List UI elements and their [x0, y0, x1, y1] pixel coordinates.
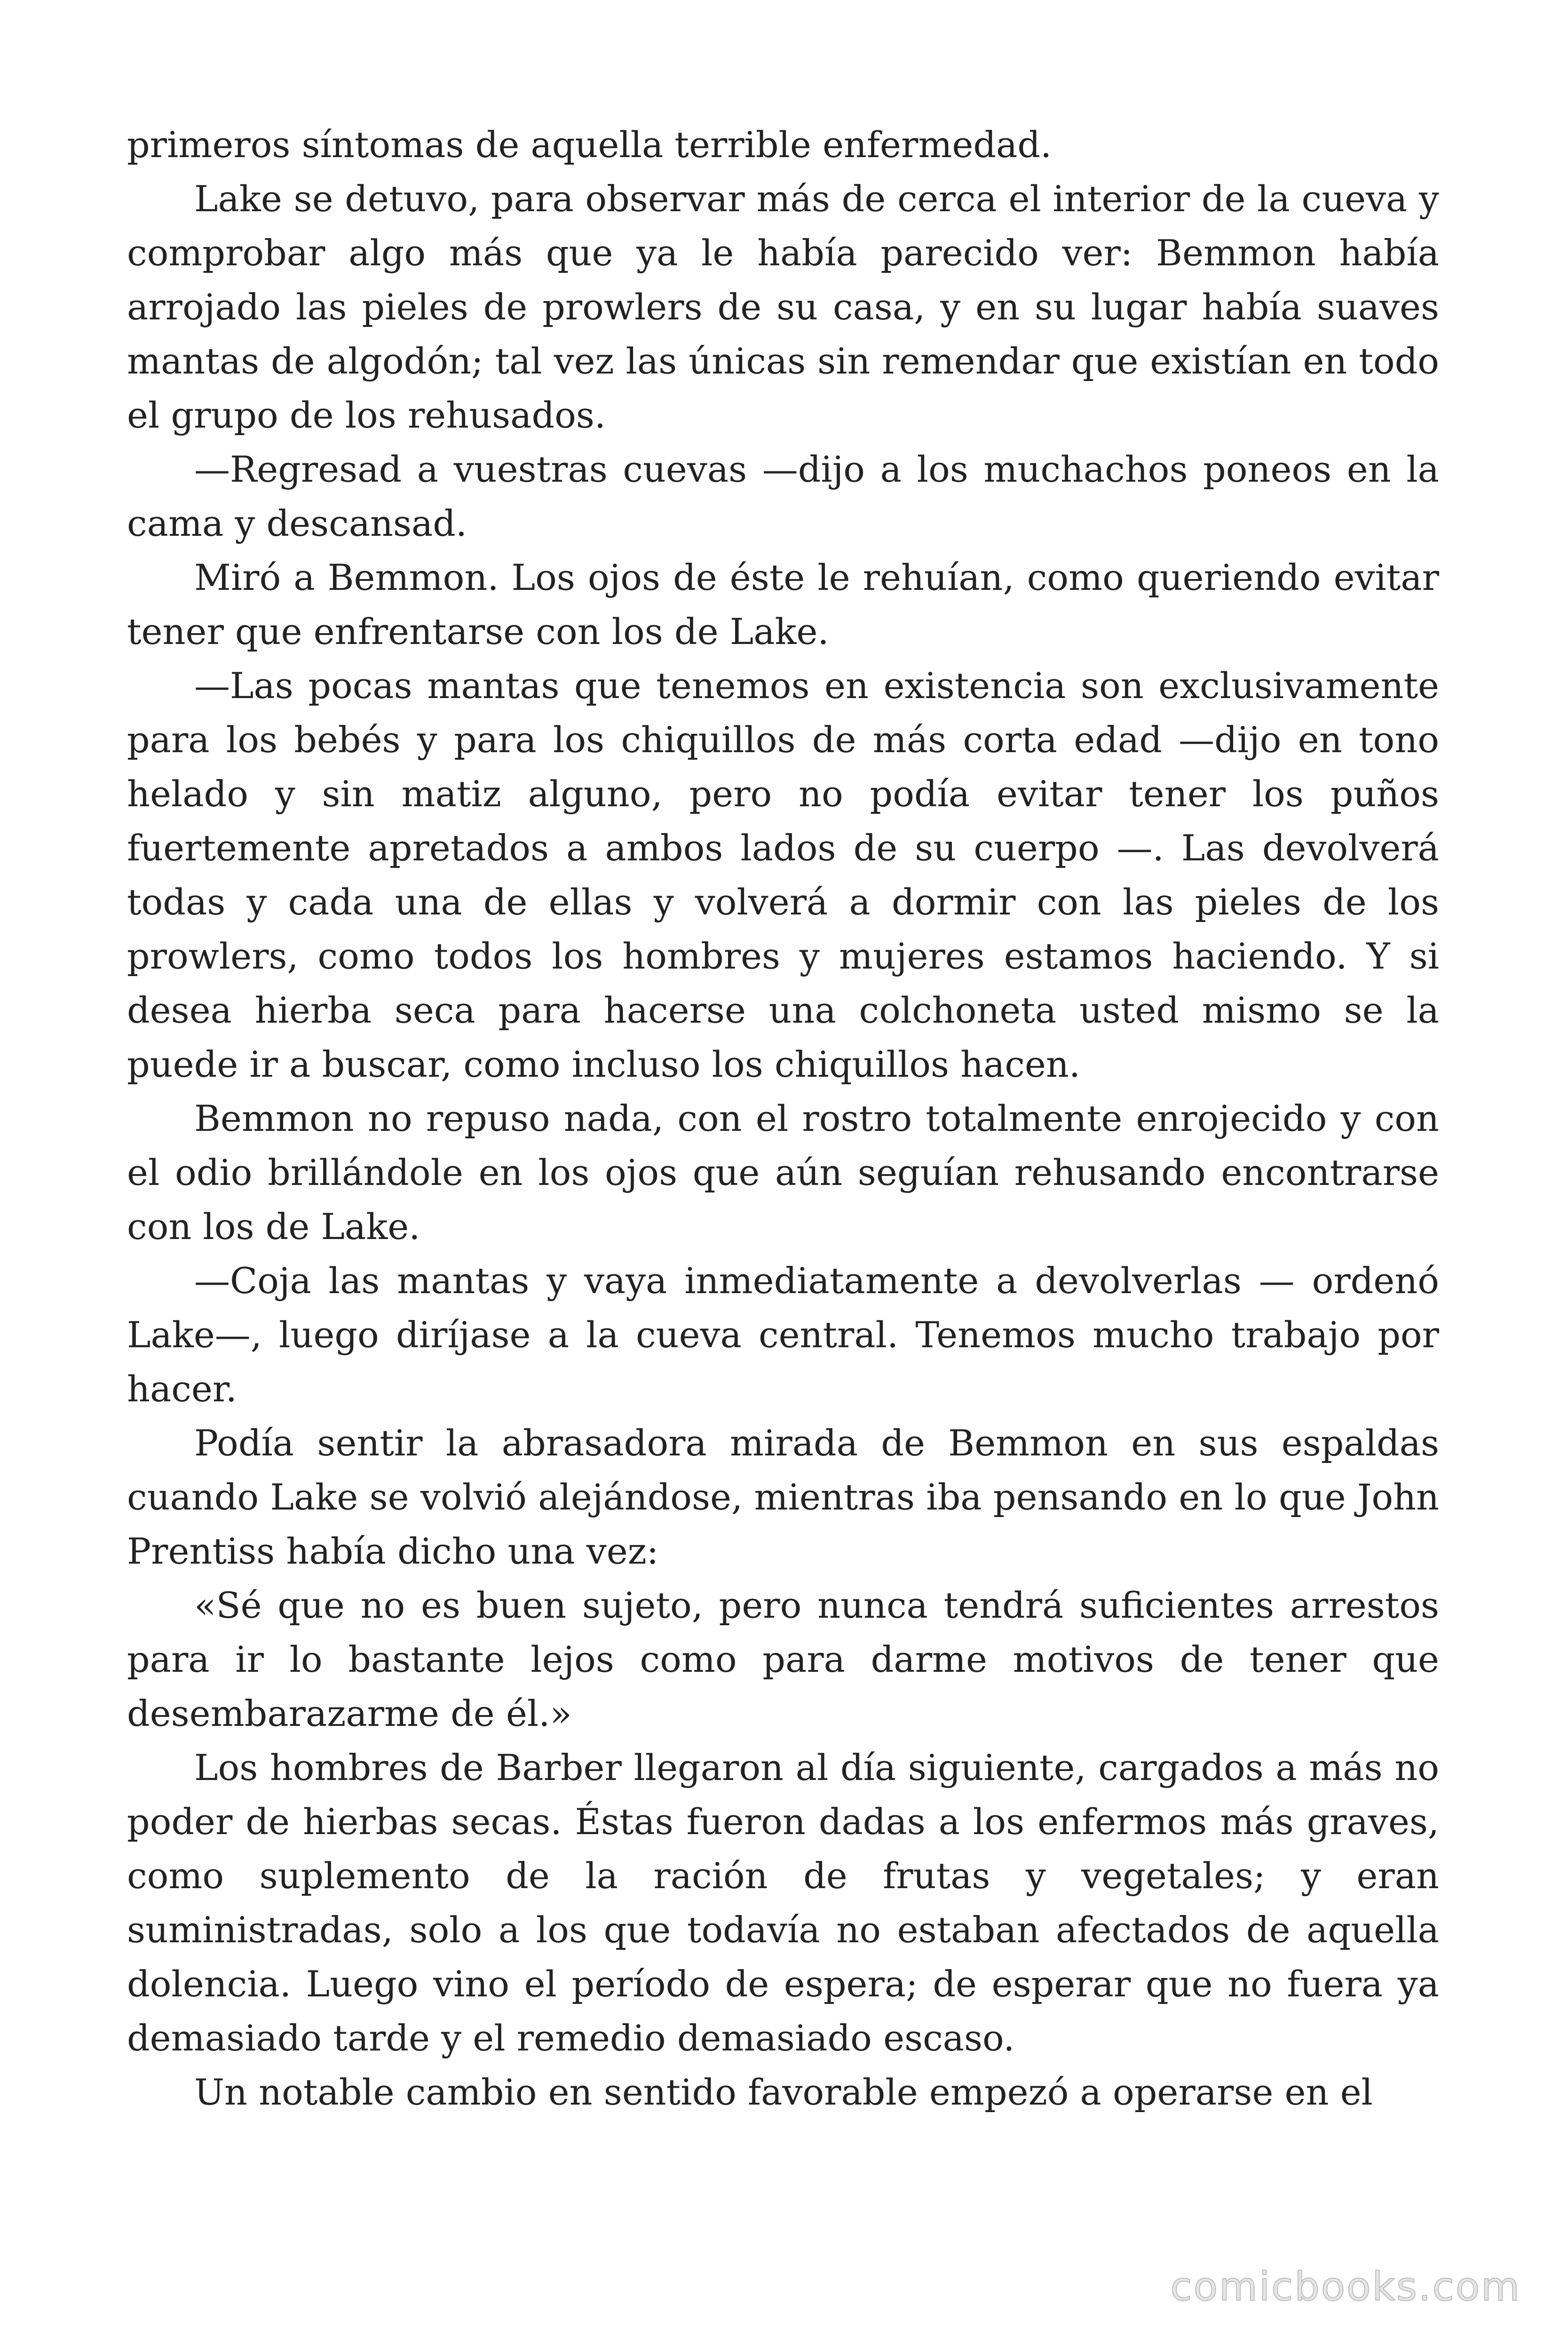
page-body [127, 118, 1439, 2119]
paragraph: —Regresad a vuestras cuevas —dijo a los muchachos poneos en la cama y descansad. [127, 448, 1439, 544]
paragraph: Lake se detuvo, para observar más de cerca el interior de la cueva y comprobar algo más que ya le había parecido ver: Bemmon había arrojado las pieles de prowlers de su casa, y en su lugar había suaves mantas de algodón; tal vez las únicas sin remendar que existían en todo el grupo de los rehusados. [127, 178, 1439, 436]
watermark: comicbooks.com [1170, 2264, 1521, 2310]
paragraph: Un notable cambio en sentido favorable empezó a operarse en el [194, 2071, 1373, 2113]
paragraph: Bemmon no repuso nada, con el rostro totalmente enrojecido y con el odio brillándole en los ojos que aún seguían rehusando encontrarse con los de Lake. [127, 1097, 1439, 1248]
paragraph: «Sé que no es buen sujeto, pero nunca tendrá suficientes arrestos para ir lo bastante lejos como para darme motivos de tener que desembarazarme de él.» [127, 1584, 1439, 1734]
paragraph: Miró a Bemmon. Los ojos de éste le rehuían, como queriendo evitar tener que enfrentarse con los de Lake. [127, 556, 1439, 652]
paragraph: Podía sentir la abrasadora mirada de Bemmon en sus espaldas cuando Lake se volvió alejándose, mientras iba pensando en lo que John Prentiss había dicho una vez: [127, 1422, 1439, 1572]
paragraph: Los hombres de Barber llegaron al día siguiente, cargados a más no poder de hierbas secas. Éstas fueron dadas a los enfermos más graves, como suplemento de la ración de frutas y vegetales; y eran suministradas, solo a los que todavía no estaban afectados de aquella dolencia. Luego vino el período de espera; de esperar que no fuera ya demasiado tarde y el remedio demasiado escaso. [127, 1747, 1439, 2059]
paragraph: —Coja las mantas y vaya inmediatamente a devolverlas — ordenó Lake—, luego diríjase a la cueva central. Tenemos mucho trabajo por hacer. [127, 1260, 1439, 1410]
paragraph: —Las pocas mantas que tenemos en existencia son exclusivamente para los bebés y para los chiquillos de más corta edad —dijo en tono helado y sin matiz alguno, pero no podía evitar tener los puños fuertemente apretados a ambos lados de su cuerpo —. Las devolverá todas y cada una de ellas y volverá a dormir con las pieles de los prowlers, como todos los hombres y mujeres estamos haciendo. Y si desea hierba seca para hacerse una colchoneta usted mismo se la puede ir a buscar, como incluso los chiquillos hacen. [127, 665, 1439, 1085]
paragraph: primeros síntomas de aquella terrible enfermedad. [127, 124, 1052, 166]
